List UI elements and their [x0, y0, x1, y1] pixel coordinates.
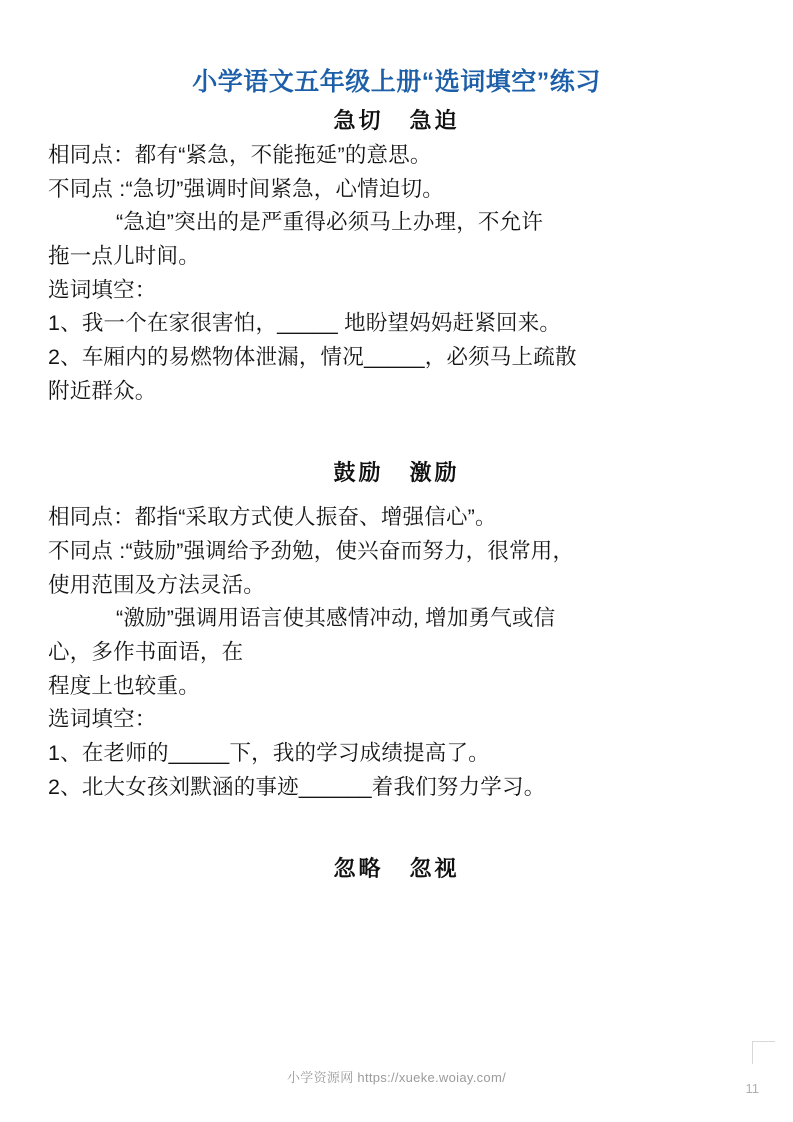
section-1-word-a: 急切: [333, 108, 384, 133]
section-1-line-4: 拖一点儿时间。: [48, 244, 200, 269]
section-1-question-2: 2、车厢内的易燃物体泄漏，情况_____，必须马上疏散: [48, 345, 577, 370]
section-3-word-a: 忽略: [333, 856, 384, 882]
section-1-line-3: “急迫”突出的是严重得必须马上办理，不允许: [116, 210, 544, 235]
section-2-question-1: 1、在老师的_____下，我的学习成绩提高了。: [48, 741, 490, 766]
section-1-line-5: 选词填空：: [48, 277, 157, 302]
section-2-word-b: 激励: [409, 460, 460, 486]
page-title: 小学语文五年级上册“选词填空”练习: [192, 68, 601, 96]
section-1-word-b: 急迫: [409, 108, 460, 133]
section-1-question-2-cont: 附近群众。: [48, 378, 157, 403]
heading-spacer: [48, 491, 745, 501]
section-2-line-1: 相同点：都指“采取方式使人振奋、增强信心”。: [48, 505, 497, 530]
section-heading-3: [48, 852, 745, 883]
section-spacer: [48, 804, 745, 846]
section-2-line-4: “激励”强调用语言使其感情冲动, 增加勇气或信: [116, 606, 556, 631]
section-1-line-1: 相同点：都有“紧急，不能拖延”的意思。: [48, 143, 432, 167]
section-2-word-a: 鼓励: [333, 460, 384, 486]
section-heading-2: [48, 456, 745, 487]
section-1-line-2: 不同点 :“急切”强调时间紧急，心情迫切。: [48, 176, 444, 201]
section-spacer: [48, 408, 745, 450]
section-3-word-b: 忽视: [409, 856, 460, 882]
section-2-line-7: 选词填空：: [48, 707, 157, 732]
section-2-line-3: 使用范围及方法灵活。: [48, 572, 266, 597]
watermark: 小学资源网 https://xueke.woiay.com/: [287, 1070, 506, 1085]
section-1-question-1: 1、我一个在家很害怕，_____ 地盼望妈妈赶紧回来。: [48, 311, 562, 336]
section-2-line-5: 心，多作书面语，在: [48, 640, 244, 665]
section-2-question-2: 2、北大女孩刘默涵的事迹______着我们努力学习。: [48, 774, 546, 799]
section-heading-1: [48, 104, 745, 135]
section-2-line-2: 不同点 :“鼓励”强调给予劲勉，使兴奋而努力，很常用，: [48, 539, 575, 564]
page-number: 11: [745, 1081, 759, 1096]
section-2-line-6: 程度上也较重。: [48, 673, 200, 698]
page-corner-mark: [752, 1041, 775, 1064]
